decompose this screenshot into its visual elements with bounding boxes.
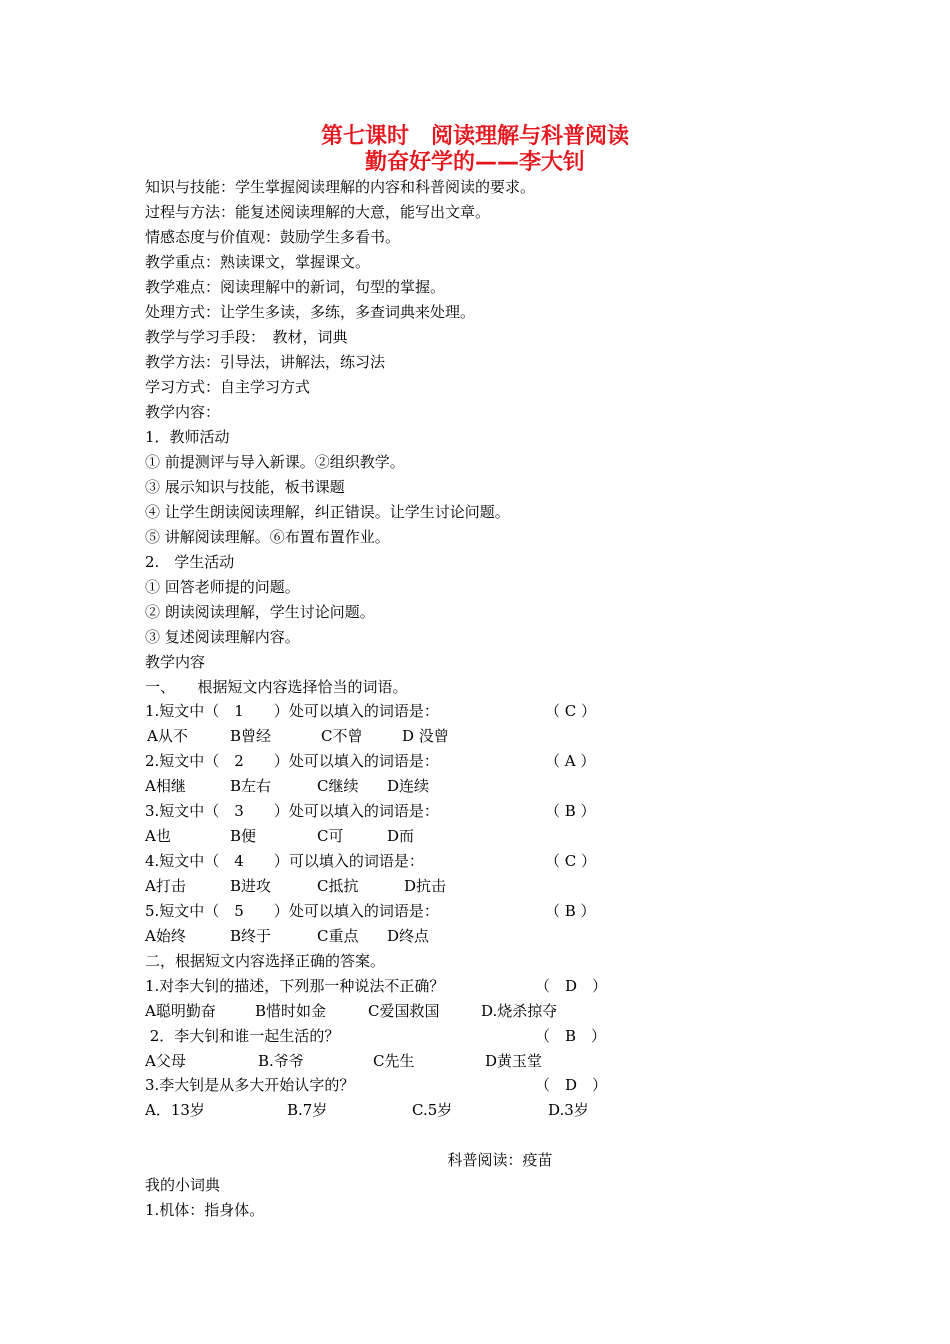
option: C抵抗 — [317, 877, 359, 895]
question: 4.短文中（ 4 ）可以填入的词语是： — [145, 852, 424, 870]
intro-line: 情感态度与价值观：鼓励学生多看书。 — [145, 228, 401, 246]
intro-line: 教学重点：熟读课文，掌握课文。 — [145, 253, 371, 271]
intro-line: 2. 学生活动 — [145, 553, 235, 571]
option: D 没曾 — [402, 727, 449, 745]
answer: （ C ） — [545, 702, 597, 720]
intro-line: 学习方式：自主学习方式 — [145, 378, 311, 396]
section1-heading: 一、 根据短文内容选择恰当的词语。 — [145, 678, 408, 696]
option: A聪明勤奋 — [145, 1002, 216, 1020]
page-title: 第七课时 阅读理解与科普阅读 — [320, 124, 629, 149]
answer: （ C ） — [545, 852, 597, 870]
option: D抗击 — [404, 877, 447, 895]
science-heading: 科普阅读：疫苗 — [447, 1151, 553, 1169]
option: A也 — [145, 827, 171, 845]
intro-line: ① 前提测评与导入新课。②组织教学。 — [145, 453, 405, 471]
option: C不曾 — [321, 727, 363, 745]
option: D黄玉堂 — [485, 1052, 543, 1070]
option: C可 — [317, 827, 344, 845]
option: D.3岁 — [548, 1101, 589, 1119]
option: A打击 — [145, 877, 186, 895]
option: C爱国救国 — [368, 1002, 440, 1020]
intro-line: 教学内容 — [145, 653, 206, 671]
question: 1.短文中（ 1 ）处可以填入的词语是： — [145, 702, 439, 720]
intro-line: 教学方法：引导法，讲解法，练习法 — [145, 353, 386, 371]
option: C先生 — [373, 1052, 415, 1070]
intro-line: 处理方式：让学生多读，多练，多查词典来处理。 — [145, 303, 476, 321]
option: C继续 — [317, 777, 359, 795]
intro-line: 教学难点：阅读理解中的新词，句型的掌握。 — [145, 278, 446, 296]
answer: （ D ） — [535, 1076, 608, 1094]
option: A父母 — [145, 1052, 186, 1070]
option: D而 — [387, 827, 415, 845]
option: A始终 — [145, 927, 186, 945]
option: D.烧杀掠夺 — [481, 1002, 558, 1020]
section2-heading: 二，根据短文内容选择正确的答案。 — [145, 952, 386, 970]
intro-line: 1．教师活动 — [145, 428, 230, 446]
answer: （ A ） — [545, 752, 596, 770]
intro-line: 知识与技能：学生掌握阅读理解的内容和科普阅读的要求。 — [145, 178, 536, 196]
question: 5.短文中（ 5 ）处可以填入的词语是： — [145, 902, 439, 920]
answer: （ D ） — [535, 977, 608, 995]
option: C重点 — [317, 927, 359, 945]
question: 2.短文中（ 2 ）处可以填入的词语是： — [145, 752, 439, 770]
intro-line: ① 回答老师提的问题。 — [145, 578, 300, 596]
option: C.5岁 — [412, 1101, 453, 1119]
dictionary-heading: 我的小词典 — [145, 1176, 221, 1194]
option: A从不 — [147, 727, 188, 745]
option: D终点 — [387, 927, 430, 945]
intro-line: ④ 让学生朗读阅读理解，纠正错误。让学生讨论问题。 — [145, 503, 510, 521]
option: B进攻 — [230, 877, 272, 895]
option: B终于 — [230, 927, 272, 945]
option: B惜时如金 — [255, 1002, 327, 1020]
option: B.爷爷 — [258, 1052, 304, 1070]
option: A．13岁 — [145, 1101, 205, 1119]
intro-line: ③ 展示知识与技能，板书课题 — [145, 478, 345, 496]
intro-line: ② 朗读阅读理解，学生讨论问题。 — [145, 603, 375, 621]
intro-line: 过程与方法：能复述阅读理解的大意，能写出文章。 — [145, 203, 491, 221]
intro-line: ⑤ 讲解阅读理解。⑥布置布置作业。 — [145, 528, 390, 546]
intro-line: 教学内容： — [145, 403, 221, 421]
intro-line: 教学与学习手段： 教材，词典 — [145, 328, 348, 346]
page-subtitle: 勤奋好学的——李大钊 — [364, 150, 585, 175]
option: D连续 — [387, 777, 430, 795]
option: B左右 — [230, 777, 272, 795]
answer: （ B ） — [545, 902, 596, 920]
answer: （ B ） — [535, 1027, 607, 1045]
question: 3.李大钊是从多大开始认字的？ — [145, 1076, 355, 1094]
question: 2．李大钊和谁一起生活的？ — [145, 1027, 340, 1045]
option: A相继 — [145, 777, 186, 795]
question: 1.对李大钊的描述，下列那一种说法不正确？ — [145, 977, 445, 995]
question: 3.短文中（ 3 ）处可以填入的词语是： — [145, 802, 439, 820]
option: B曾经 — [230, 727, 272, 745]
option: B便 — [230, 827, 257, 845]
answer: （ B ） — [545, 802, 596, 820]
intro-line: ③ 复述阅读理解内容。 — [145, 628, 300, 646]
option: B.7岁 — [287, 1101, 328, 1119]
dictionary-item: 1.机体：指身体。 — [145, 1201, 265, 1219]
